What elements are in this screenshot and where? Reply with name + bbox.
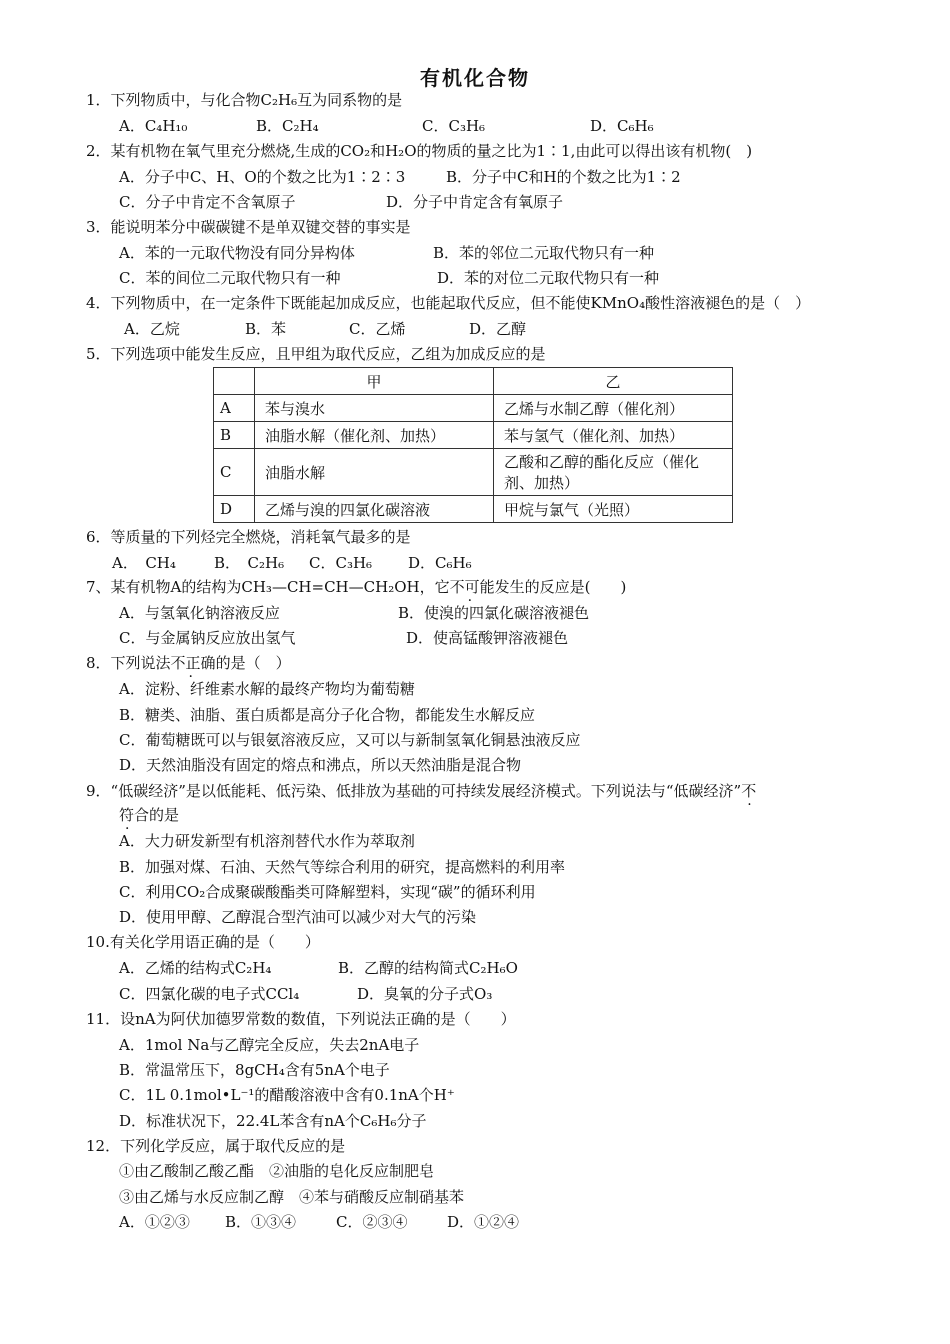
q7-option-b: B．使溴的四氯化碳溶液褪色 — [398, 604, 590, 622]
q7-stem-end: 发生的反应是( ) — [494, 578, 627, 596]
q3-option-a: A．苯的一元取代物没有同分异构体 — [119, 244, 355, 262]
q7-option-a: A．与氢氧化钠溶液反应 — [119, 604, 280, 622]
question-5-stem: 5．下列选项中能发生反应，且甲组为取代反应，乙组为加成反应的是 — [86, 345, 546, 363]
q9-option-b: B．加强对煤、石油、天然气等综合利用的研究，提高燃料的利用率 — [119, 858, 566, 876]
table-header-cell — [214, 368, 255, 395]
q7-stem-emphasis: 不可能 — [449, 578, 495, 596]
q9-stem-emphasis: 不 — [741, 782, 757, 800]
table-row — [214, 395, 733, 422]
q12-option-d: D．①②④ — [447, 1213, 520, 1231]
table-header-cell: 甲 — [255, 368, 494, 395]
question-3-stem: 3．能说明苯分中碳碳键不是单双键交替的事实是 — [86, 218, 411, 236]
q2-option-c: C．分子中肯定不含氧原子 — [119, 193, 296, 211]
question-4-stem: 4．下列物质中，在一定条件下既能起加成反应，也能起取代反应，但不能使KMnO₄酸性溶液褪色的是（ ） — [86, 294, 811, 312]
q6-option-a: A． CH₄ — [112, 554, 176, 572]
q10-option-a: A．乙烯的结构式C₂H₄ — [119, 959, 272, 977]
question-7-stem — [86, 576, 626, 598]
question-5-table — [213, 367, 733, 523]
question-6-stem: 6．等质量的下列烃完全燃烧，消耗氧气最多的是 — [86, 528, 411, 546]
table-cell: 苯与氢气（催化剂、加热） — [494, 422, 733, 449]
q1-option-d: D．C₆H₆ — [590, 117, 654, 135]
q2-option-b: B．分子中C和H的个数之比为1∶2 — [446, 168, 681, 186]
question-9-stem-cont — [119, 804, 179, 826]
q8-stem-start: 8．下列说法 — [86, 654, 171, 672]
question-10-stem: 10.有关化学用语正确的是（ ） — [86, 933, 320, 951]
table-cell: C — [214, 449, 255, 496]
q11-option-b: B．常温常压下，8gCH₄含有5nA个电子 — [119, 1061, 390, 1079]
q9-stem-end: 合的是 — [134, 806, 180, 824]
q6-option-c: C．C₃H₆ — [309, 554, 373, 572]
q12-option-a: A．①②③ — [119, 1213, 190, 1231]
q1-option-c: C．C₃H₆ — [422, 117, 486, 135]
q2-option-a: A．分子中C、H、O的个数之比为1∶2∶3 — [119, 168, 406, 186]
q10-option-b: B．乙醇的结构简式C₂H₆O — [338, 959, 518, 977]
q7-option-c: C．与金属钠反应放出氢气 — [119, 629, 296, 647]
q9-option-d: D．使用甲醇、乙醇混合型汽油可以减少对大气的污染 — [119, 908, 477, 926]
q12-statements-2: ③由乙烯与水反应制乙醇 ④苯与硝酸反应制硝基苯 — [119, 1188, 465, 1206]
table-header-cell: 乙 — [494, 368, 733, 395]
page-title: 有机化合物 — [420, 66, 530, 90]
table-cell-line: 剂、加热） — [504, 474, 580, 492]
q6-option-d: D．C₆H₆ — [408, 554, 472, 572]
q9-option-c: C．利用CO₂合成聚碳酸酯类可降解塑料，实现“碳”的循环利用 — [119, 883, 536, 901]
table-header-row — [214, 368, 733, 395]
q11-option-a: A．1mol Na与乙醇完全反应，失去2nA电子 — [119, 1036, 420, 1054]
q9-stem-start: 9．“低碳经济”是以低能耗、低污染、低排放为基础的可持续发展经济模式。下列说法与“低碳经济” — [86, 782, 742, 800]
q11-option-c: C．1L 0.1mol•L⁻¹的醋酸溶液中含有0.1nA个H⁺ — [119, 1086, 455, 1104]
q8-stem-emphasis: 不正确 — [170, 654, 216, 672]
q8-option-b: B．糖类、油脂、蛋白质都是高分子化合物，都能发生水解反应 — [119, 706, 536, 724]
question-12-stem: 12．下列化学反应，属于取代反应的是 — [86, 1137, 346, 1155]
table-row — [214, 449, 733, 496]
q1-option-b: B．C₂H₄ — [256, 117, 319, 135]
question-2-stem: 2．某有机物在氧气里充分燃烧,生成的CO₂和H₂O的物质的量之比为1∶1,由此可以得出该有机物( ) — [86, 142, 753, 160]
table-cell: 油脂水解 — [255, 449, 494, 496]
q9-option-a: A．大力研发新型有机溶剂替代水作为萃取剂 — [119, 832, 415, 850]
q8-stem-end: 的是（ ） — [215, 654, 291, 672]
q12-option-c: C．②③④ — [336, 1213, 408, 1231]
q10-option-c: C．四氯化碳的电子式CCl₄ — [119, 985, 300, 1003]
table-cell: 甲烷与氯气（光照） — [494, 496, 733, 523]
question-8-stem — [86, 652, 291, 674]
table-cell — [494, 449, 733, 496]
table-cell-line: 乙酸和乙醇的酯化反应（催化 — [504, 453, 700, 471]
table-cell: 乙烯与水制乙醇（催化剂） — [494, 395, 733, 422]
table-row — [214, 422, 733, 449]
q9-stem-emphasis-2: 符 — [119, 806, 135, 824]
q4-option-d: D．乙醇 — [469, 320, 527, 338]
q4-option-a: A．乙烷 — [124, 320, 180, 338]
q8-option-d: D．天然油脂没有固定的熔点和沸点，所以天然油脂是混合物 — [119, 756, 522, 774]
table-cell: 乙烯与溴的四氯化碳溶液 — [255, 496, 494, 523]
table-row — [214, 496, 733, 523]
q7-option-d: D．使高锰酸钾溶液褪色 — [406, 629, 569, 647]
q4-option-b: B．苯 — [245, 320, 287, 338]
question-9-stem — [86, 780, 756, 802]
q12-statements-1: ①由乙酸制乙酸乙酯 ②油脂的皂化反应制肥皂 — [119, 1162, 435, 1180]
table-cell: B — [214, 422, 255, 449]
q12-option-b: B．①③④ — [225, 1213, 297, 1231]
q3-option-c: C．苯的间位二元取代物只有一种 — [119, 269, 341, 287]
table-cell: A — [214, 395, 255, 422]
q3-option-d: D．苯的对位二元取代物只有一种 — [437, 269, 660, 287]
q2-option-d: D．分子中肯定含有氧原子 — [386, 193, 564, 211]
q3-option-b: B．苯的邻位二元取代物只有一种 — [433, 244, 655, 262]
question-1-stem: 1．下列物质中，与化合物C₂H₆互为同系物的是 — [86, 91, 403, 109]
table-cell: D — [214, 496, 255, 523]
q11-option-d: D．标准状况下，22.4L苯含有nA个C₆H₆分子 — [119, 1112, 427, 1130]
q1-option-a: A．C₄H₁₀ — [119, 117, 188, 135]
q4-option-c: C．乙烯 — [349, 320, 406, 338]
table-cell: 油脂水解（催化剂、加热） — [255, 422, 494, 449]
table-cell: 苯与溴水 — [255, 395, 494, 422]
q10-option-d: D．臭氧的分子式O₃ — [357, 985, 493, 1003]
q8-option-a: A．淀粉、纤维素水解的最终产物均为葡萄糖 — [119, 680, 415, 698]
q6-option-b: B． C₂H₆ — [214, 554, 285, 572]
question-11-stem: 11．设nA为阿伏加德罗常数的数值，下列说法正确的是（ ） — [86, 1010, 516, 1028]
q7-stem-start: 7、某有机物A的结构为CH₃—CH=CH—CH₂OH，它 — [86, 578, 450, 596]
q8-option-c: C．葡萄糖既可以与银氨溶液反应，又可以与新制氢氧化铜悬浊液反应 — [119, 731, 581, 749]
